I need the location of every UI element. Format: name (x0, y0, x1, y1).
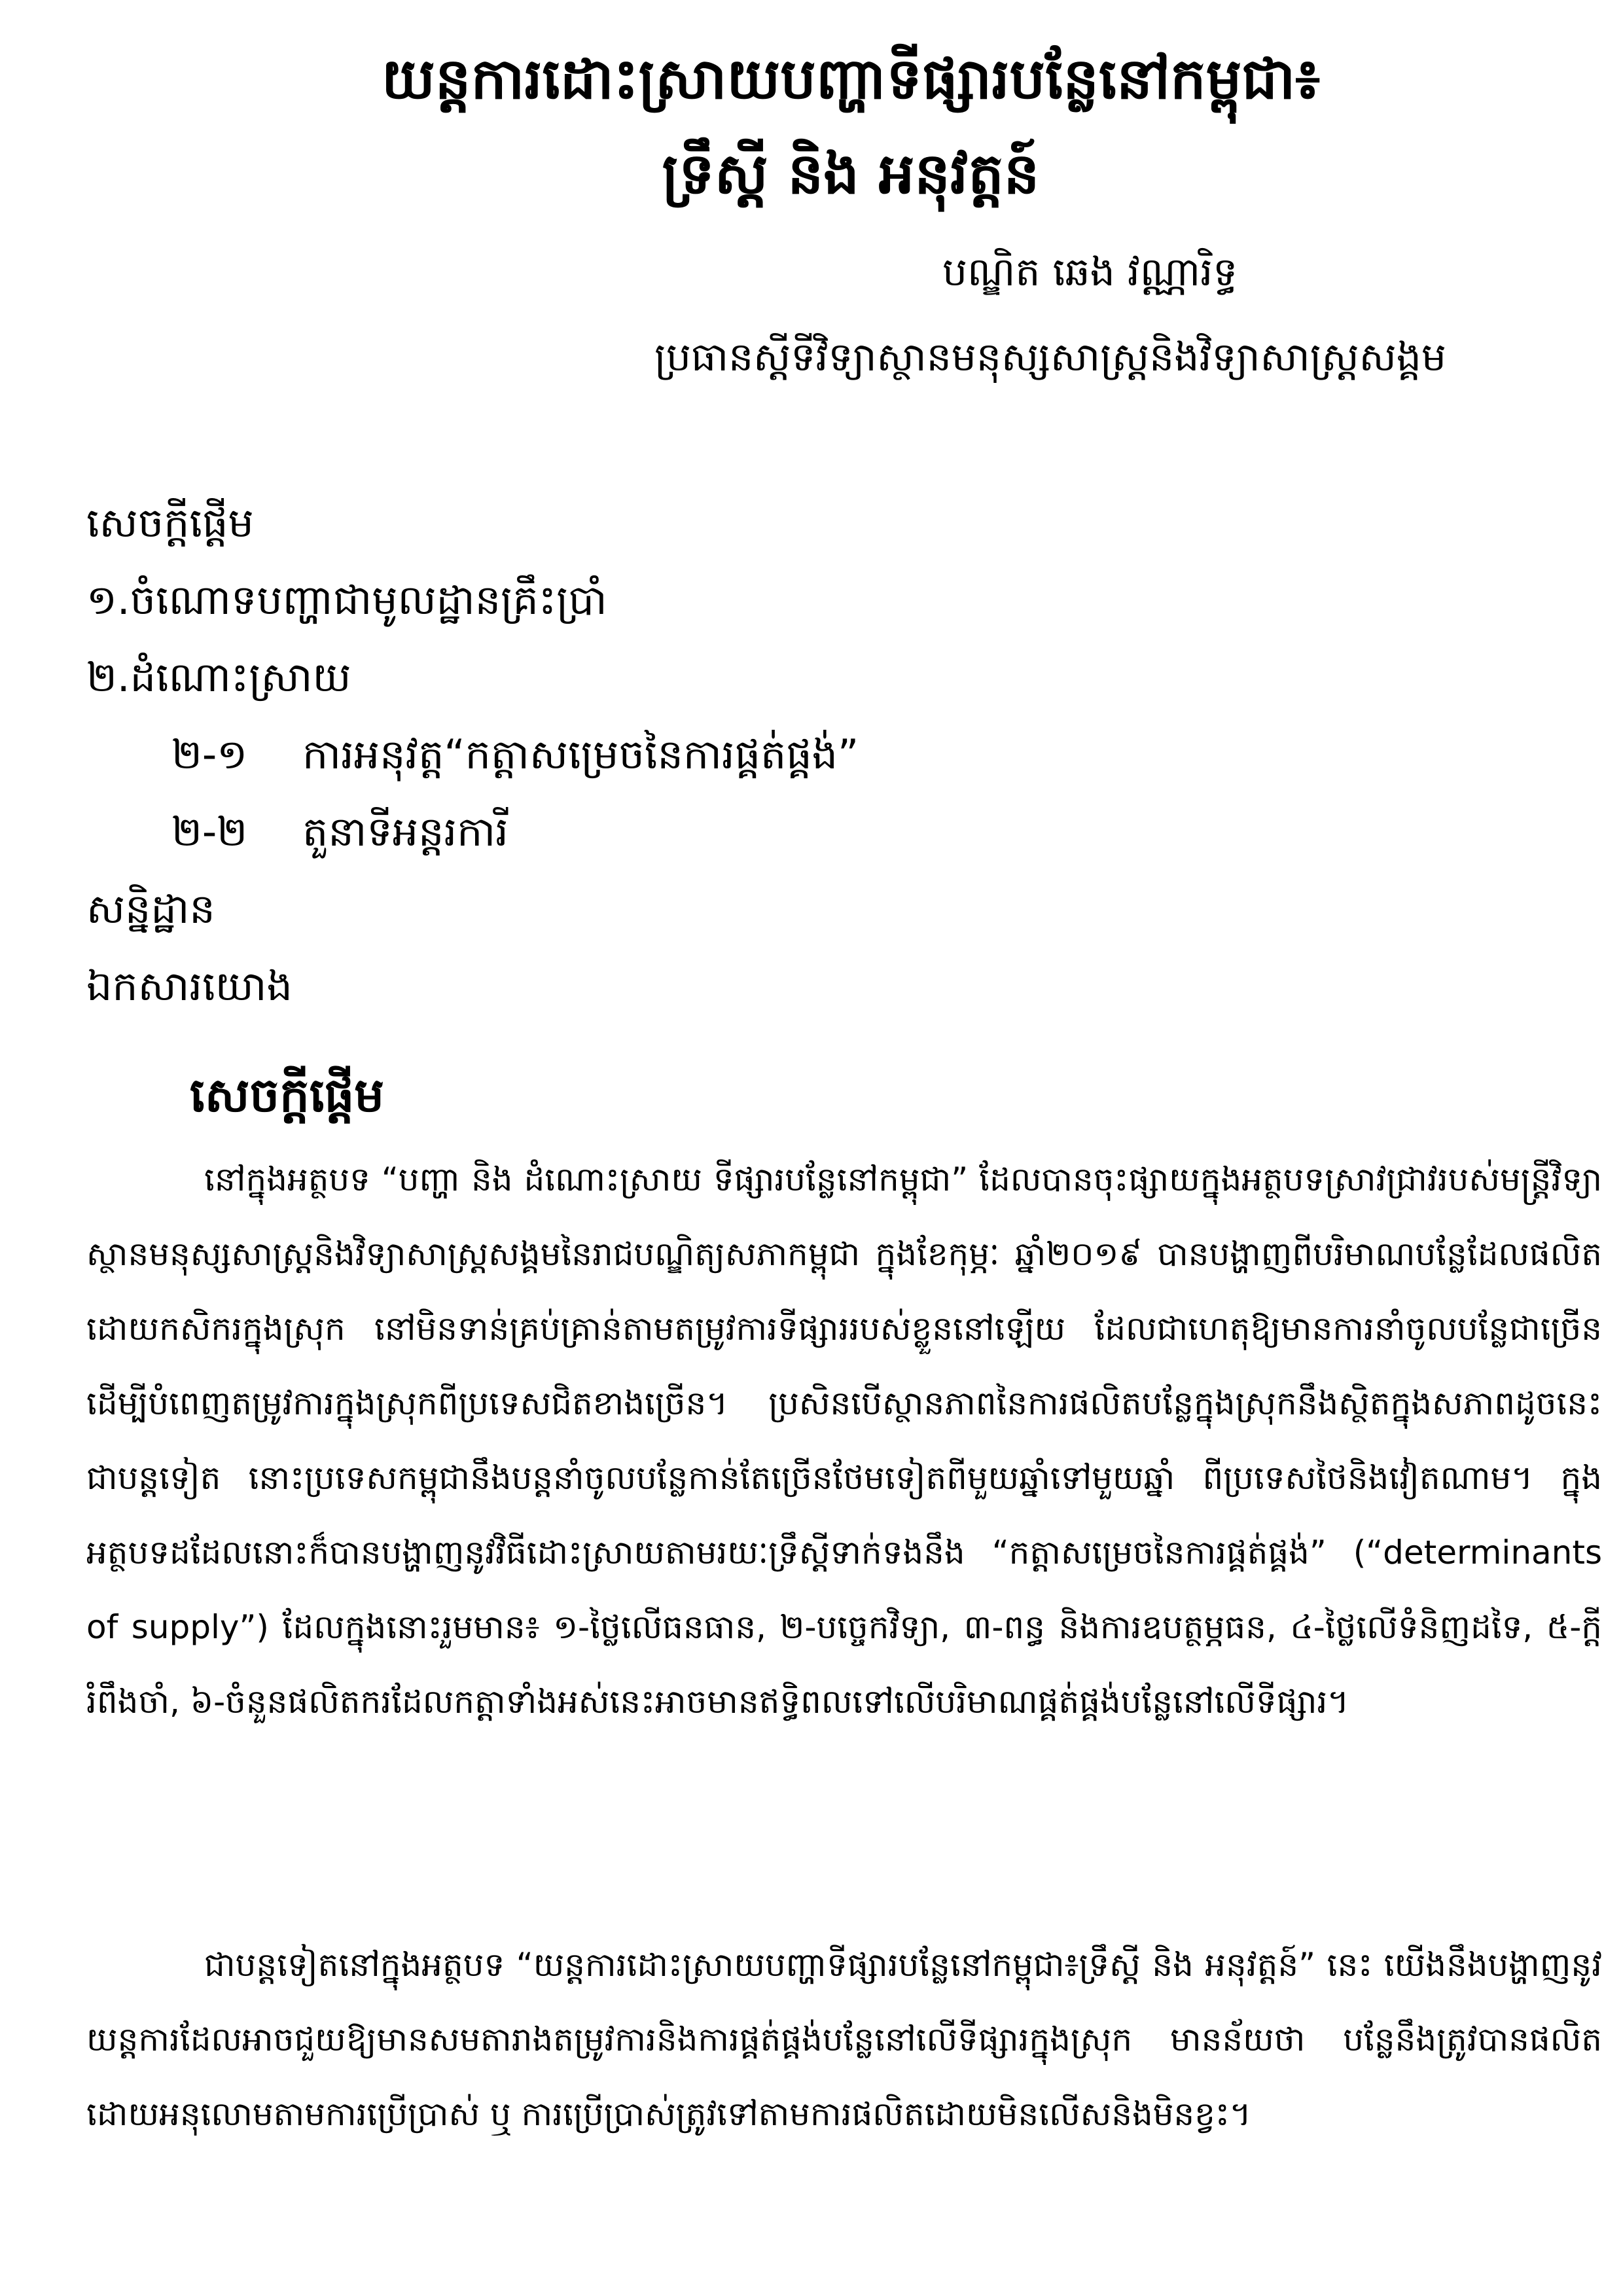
section-heading: សេចក្តីផ្តើម (190, 1067, 385, 1122)
toc-subitem-number: ២-២ (171, 808, 248, 855)
toc-subitem-2-1 (86, 716, 1526, 793)
body-paragraph-2: ជាបន្តទៀតនៅក្នុងអត្ថបទ “យន្តការដោះស្រាយបញ្ហាទីផ្សារបន្លែនៅកម្ពុជា៖ទ្រឹស្តី និង អនុវត្តន៍” នេះ យើងនឹងបង្ហាញនូវយន្តការដែលអាចជួយឱ្យមានសមតារាងតម្រូវការនិងការផ្គត់ផ្គង់បន្លែនៅលើទីផ្សារក្នុងស្រុក មានន័យថា បន្លែនឹងត្រូវបានផលិតដោយអនុលោមតាមការប្រើប្រាស់ ឬ ការប្រើប្រាស់ត្រូវទៅតាមការផលិតដោយមិនលើសនិងមិនខ្វះ។ (86, 1946, 1602, 2133)
toc-subitem-label: ការអនុវត្ត“កត្តាសម្រេចនៃការផ្គត់ផ្គង់” (302, 730, 859, 778)
toc-item-introduction: សេចក្តីផ្តើម (86, 499, 254, 547)
author-role: ប្រធានស្តីទីវិទ្យាស្ថានមនុស្សសាស្ត្រនិងវិទ្យាសាស្ត្រសង្គម (654, 334, 1446, 380)
title-line-2: ទ្រឹស្តី និង អនុវត្តន៍ (662, 141, 1040, 207)
toc-item-solution: ២.ដំណោះស្រាយ (86, 653, 351, 701)
toc-subitem-2-2 (86, 793, 1526, 870)
body-paragraph-2-block (86, 1928, 1602, 2151)
toc-item-conclusion: សន្និដ្ឋាន (86, 885, 215, 933)
body-paragraph-1-block (86, 1142, 1602, 1739)
toc-item-problem-statement: ១.ចំណោទបញ្ហាជាមូលដ្ឋានគ្រឹះប្រាំ (86, 576, 607, 624)
author-name: បណ្ឌិត ឆេង វណ្ណារិទ្ធ (942, 249, 1238, 295)
table-of-contents (86, 484, 1526, 1025)
toc-item-references: ឯកសារយោង (86, 962, 293, 1010)
body-paragraph-1: នៅក្នុងអត្ថបទ “បញ្ហា និង ដំណោះស្រាយ ទីផ្សារបន្លែនៅកម្ពុជា” ដែលបានចុះផ្សាយក្នុងអត្ថបទស្រាវជ្រាវរបស់មន្ត្រីវិទ្យាស្ថានមនុស្សសាស្ត្រនិងវិទ្យាសាស្ត្រសង្គមនៃរាជបណ្ឌិត្យសភាកម្ពុជា ក្នុងខែកុម្ភៈ ឆ្នាំ២០១៩ បានបង្ហាញពីបរិមាណបន្លែដែលផលិតដោយកសិករក្នុងស្រុក នៅមិនទាន់គ្រប់គ្រាន់តាមតម្រូវការទីផ្សាររបស់ខ្លួននៅឡើយ ដែលជាហេតុឱ្យមានការនាំចូលបន្លែជាច្រើនដើម្បីបំពេញតម្រូវការក្នុងស្រុកពីប្រទេសជិតខាងច្រើន។ ប្រសិនបើស្ថានភាពនៃការផលិតបន្លែក្នុងស្រុកនឹងស្ថិតក្នុងសភាពដូចនេះជាបន្តទៀត នោះប្រទេសកម្ពុជានឹងបន្តនាំចូលបន្លែកាន់តែច្រើនថែមទៀតពីមួយឆ្នាំទៅមួយឆ្នាំ ពីប្រទេសថៃនិងវៀតណាម។ ក្នុងអត្ថបទដដែលនោះក៏បានបង្ហាញនូវវិធីដោះស្រាយតាមរយៈទ្រឹស្តីទាក់ទងនឹង “កត្តាសម្រេចនៃការផ្គត់ផ្គង់” (“determinants of supply”) ដែលក្នុងនោះរួមមាន៖ ១-ថ្លៃលើធនធាន, ២-បច្ចេកវិទ្យា, ៣-ពន្ធ និងការឧបត្ថម្ភធន, ៤-ថ្លៃលើទំនិញដទៃ, ៥-ក្តីរំពឹងចាំ, ៦-ចំនួនផលិតករដែលកត្តាទាំងអស់នេះអាចមានឥទ្ធិពលទៅលើបរិមាណផ្គត់ផ្គង់បន្លែនៅលើទីផ្សារ។ (86, 1160, 1602, 1721)
toc-subitem-label: តួនាទីអន្តរការី (302, 808, 508, 855)
toc-subitem-number: ២-១ (171, 730, 248, 778)
title-line-1: យន្តការដោះស្រាយបញ្ហាទីផ្សារបន្លែនៅកម្ពុជា៖ (381, 46, 1321, 112)
